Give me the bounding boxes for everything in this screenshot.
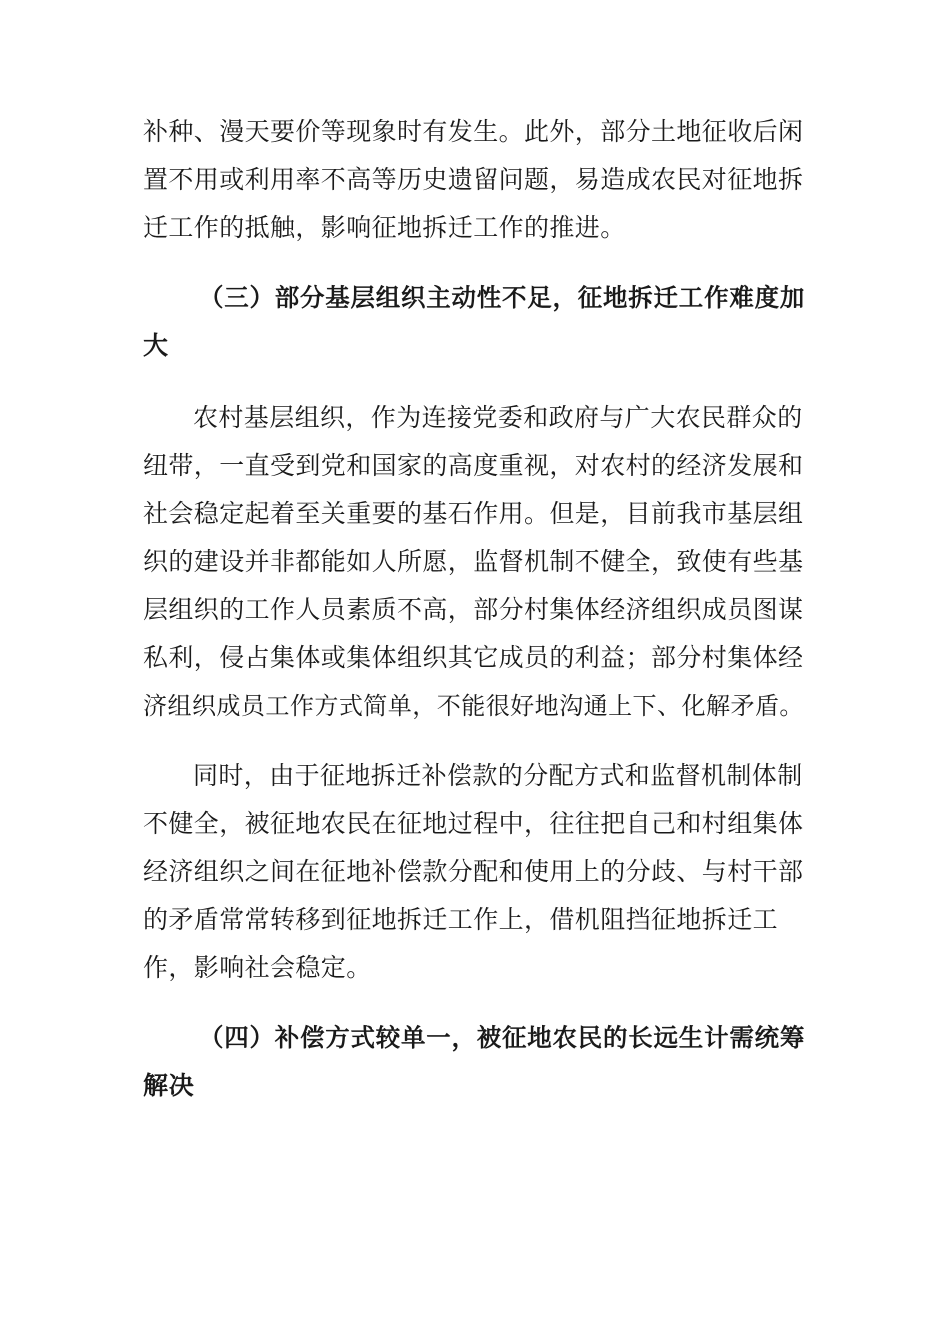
text-line: 层组织的工作人员素质不高，部分村集体经济组织成员图谋 bbox=[143, 595, 804, 624]
document-body bbox=[143, 108, 807, 1110]
paragraph-compensation-distribution bbox=[143, 752, 807, 992]
heading-line: 大 bbox=[143, 331, 169, 360]
section-heading-4 bbox=[143, 1014, 807, 1110]
paragraph-grassroots-organizations bbox=[143, 394, 807, 730]
text-line: 不健全，被征地农民在征地过程中，往往把自己和村组集体 bbox=[143, 809, 804, 838]
text-line: 的矛盾常常转移到征地拆迁工作上，借机阻挡征地拆迁工 bbox=[143, 905, 779, 934]
text-line: 织的建设并非都能如人所愿，监督机制不健全，致使有些基 bbox=[143, 547, 804, 576]
heading-line: （三）部分基层组织主动性不足，征地拆迁工作难度加 bbox=[199, 283, 806, 312]
heading-line: （四）补偿方式较单一，被征地农民的长远生计需统筹 bbox=[199, 1023, 806, 1052]
text-line: 作，影响社会稳定。 bbox=[143, 953, 372, 982]
text-line: 济组织成员工作方式简单，不能很好地沟通上下、化解矛盾。 bbox=[143, 692, 804, 720]
text-line: 置不用或利用率不高等历史遗留问题，易造成农民对征地拆 bbox=[143, 165, 804, 194]
heading-line: 解决 bbox=[143, 1071, 195, 1100]
text-line: 纽带，一直受到党和国家的高度重视，对农村的经济发展和 bbox=[143, 451, 804, 480]
text-line: 同时，由于征地拆迁补偿款的分配方式和监督机制体制 bbox=[193, 761, 803, 790]
text-line: 社会稳定起着至关重要的基石作用。但是，目前我市基层组 bbox=[143, 499, 804, 528]
section-heading-3 bbox=[143, 274, 807, 370]
text-line: 补种、漫天要价等现象时有发生。此外，部分土地征收后闲 bbox=[143, 117, 804, 146]
text-line: 农村基层组织，作为连接党委和政府与广大农民群众的 bbox=[193, 403, 803, 432]
paragraph-land-acquisition-issues bbox=[143, 108, 807, 252]
text-line: 经济组织之间在征地补偿款分配和使用上的分歧、与村干部 bbox=[143, 857, 804, 886]
text-line: 私利，侵占集体或集体组织其它成员的利益；部分村集体经 bbox=[143, 643, 804, 672]
text-line: 迁工作的抵触，影响征地拆迁工作的推进。 bbox=[143, 213, 626, 242]
